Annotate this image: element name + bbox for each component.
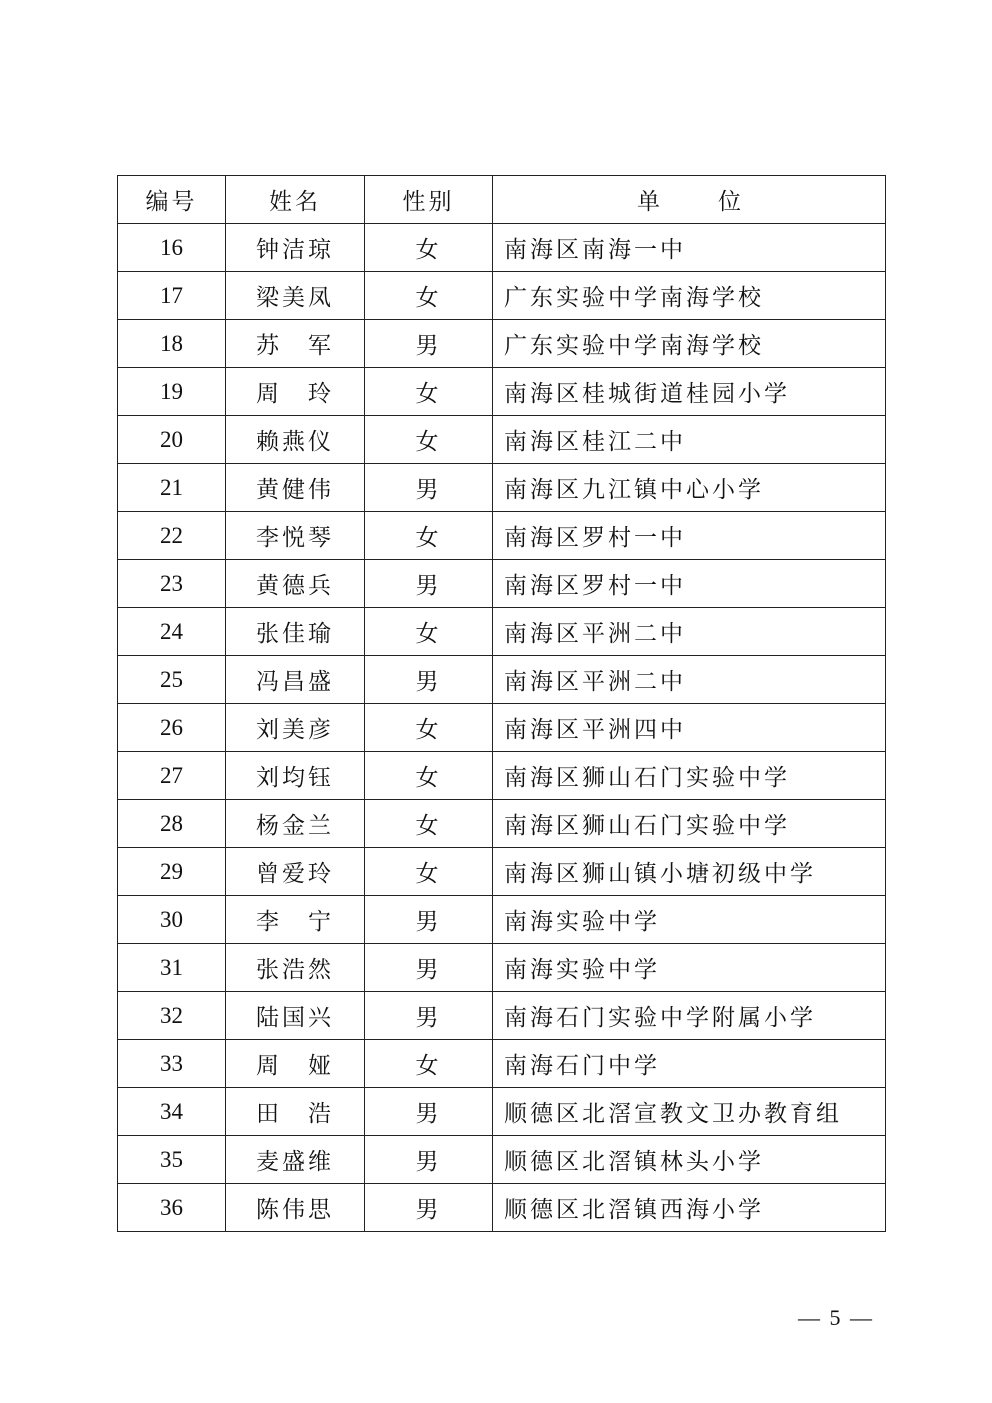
cell-gender: 女 (365, 416, 493, 464)
table-row (118, 944, 886, 992)
cell-name: 黄德兵 (226, 560, 365, 608)
table-row (118, 224, 886, 272)
table-row (118, 608, 886, 656)
cell-unit: 顺德区北滘镇林头小学 (493, 1136, 886, 1184)
cell-unit: 南海区罗村一中 (493, 512, 886, 560)
table-row (118, 704, 886, 752)
table-row (118, 464, 886, 512)
table-row (118, 272, 886, 320)
cell-unit: 南海区狮山石门实验中学 (493, 800, 886, 848)
cell-gender: 男 (365, 320, 493, 368)
cell-number: 23 (118, 560, 226, 608)
cell-unit: 南海区桂城街道桂园小学 (493, 368, 886, 416)
cell-unit: 南海区桂江二中 (493, 416, 886, 464)
cell-unit: 南海区九江镇中心小学 (493, 464, 886, 512)
cell-gender: 男 (365, 1088, 493, 1136)
cell-number: 34 (118, 1088, 226, 1136)
cell-unit: 顺德区北滘镇西海小学 (493, 1184, 886, 1232)
cell-unit: 顺德区北滘宣教文卫办教育组 (493, 1088, 886, 1136)
cell-unit: 南海实验中学 (493, 944, 886, 992)
table-row (118, 992, 886, 1040)
cell-number: 36 (118, 1184, 226, 1232)
cell-gender: 女 (365, 272, 493, 320)
cell-name: 陈伟思 (226, 1184, 365, 1232)
table-row (118, 848, 886, 896)
header-gender: 性别 (365, 176, 493, 224)
cell-unit: 南海区狮山镇小塘初级中学 (493, 848, 886, 896)
cell-name: 李悦琴 (226, 512, 365, 560)
cell-name: 梁美凤 (226, 272, 365, 320)
header-number: 编号 (118, 176, 226, 224)
cell-name: 冯昌盛 (226, 656, 365, 704)
table-row (118, 368, 886, 416)
cell-number: 32 (118, 992, 226, 1040)
cell-name: 李 宁 (226, 896, 365, 944)
cell-number: 16 (118, 224, 226, 272)
cell-unit: 南海区平洲二中 (493, 608, 886, 656)
cell-unit: 南海实验中学 (493, 896, 886, 944)
cell-unit: 广东实验中学南海学校 (493, 320, 886, 368)
table-row (118, 656, 886, 704)
cell-number: 30 (118, 896, 226, 944)
cell-unit: 南海区平洲四中 (493, 704, 886, 752)
cell-gender: 女 (365, 368, 493, 416)
cell-unit: 南海区罗村一中 (493, 560, 886, 608)
cell-gender: 女 (365, 608, 493, 656)
table-row (118, 416, 886, 464)
cell-gender: 女 (365, 224, 493, 272)
cell-name: 张佳瑜 (226, 608, 365, 656)
cell-number: 19 (118, 368, 226, 416)
cell-number: 20 (118, 416, 226, 464)
cell-gender: 男 (365, 944, 493, 992)
table-row (118, 1040, 886, 1088)
cell-name: 杨金兰 (226, 800, 365, 848)
cell-number: 26 (118, 704, 226, 752)
cell-name: 苏 军 (226, 320, 365, 368)
cell-gender: 女 (365, 800, 493, 848)
cell-number: 25 (118, 656, 226, 704)
roster-table (117, 175, 886, 1232)
cell-gender: 男 (365, 896, 493, 944)
cell-unit: 南海区南海一中 (493, 224, 886, 272)
cell-name: 周 娅 (226, 1040, 365, 1088)
cell-name: 赖燕仪 (226, 416, 365, 464)
table-row (118, 512, 886, 560)
table-row (118, 752, 886, 800)
cell-gender: 男 (365, 464, 493, 512)
cell-gender: 男 (365, 560, 493, 608)
cell-unit: 南海区平洲二中 (493, 656, 886, 704)
table-row (118, 1088, 886, 1136)
cell-number: 35 (118, 1136, 226, 1184)
cell-name: 张浩然 (226, 944, 365, 992)
cell-gender: 男 (365, 992, 493, 1040)
cell-number: 21 (118, 464, 226, 512)
cell-gender: 男 (365, 656, 493, 704)
header-unit (493, 176, 886, 224)
cell-number: 17 (118, 272, 226, 320)
cell-unit: 广东实验中学南海学校 (493, 272, 886, 320)
cell-name: 刘均钰 (226, 752, 365, 800)
header-unit-part2: 位 (718, 189, 741, 215)
cell-name: 刘美彦 (226, 704, 365, 752)
cell-name: 麦盛维 (226, 1136, 365, 1184)
cell-name: 黄健伟 (226, 464, 365, 512)
cell-name: 钟洁琼 (226, 224, 365, 272)
table-header-row (118, 176, 886, 224)
cell-gender: 男 (365, 1184, 493, 1232)
cell-number: 22 (118, 512, 226, 560)
cell-unit: 南海石门实验中学附属小学 (493, 992, 886, 1040)
table-row (118, 1184, 886, 1232)
cell-number: 28 (118, 800, 226, 848)
cell-name: 陆国兴 (226, 992, 365, 1040)
header-unit-part1: 单 (637, 189, 660, 215)
table-body (118, 224, 886, 1232)
cell-name: 曾爱玲 (226, 848, 365, 896)
cell-number: 24 (118, 608, 226, 656)
page-number: — 5 — (798, 1305, 874, 1330)
cell-name: 周 玲 (226, 368, 365, 416)
header-name: 姓名 (226, 176, 365, 224)
cell-number: 27 (118, 752, 226, 800)
cell-gender: 女 (365, 1040, 493, 1088)
cell-number: 18 (118, 320, 226, 368)
cell-name: 田 浩 (226, 1088, 365, 1136)
cell-gender: 女 (365, 752, 493, 800)
cell-gender: 男 (365, 1136, 493, 1184)
table-row (118, 560, 886, 608)
table-row (118, 896, 886, 944)
cell-gender: 女 (365, 704, 493, 752)
cell-unit: 南海石门中学 (493, 1040, 886, 1088)
table-row (118, 1136, 886, 1184)
table-row (118, 320, 886, 368)
roster-table-container (117, 175, 885, 1232)
cell-number: 29 (118, 848, 226, 896)
table-row (118, 800, 886, 848)
cell-gender: 女 (365, 512, 493, 560)
cell-unit: 南海区狮山石门实验中学 (493, 752, 886, 800)
cell-gender: 女 (365, 848, 493, 896)
cell-number: 33 (118, 1040, 226, 1088)
cell-number: 31 (118, 944, 226, 992)
